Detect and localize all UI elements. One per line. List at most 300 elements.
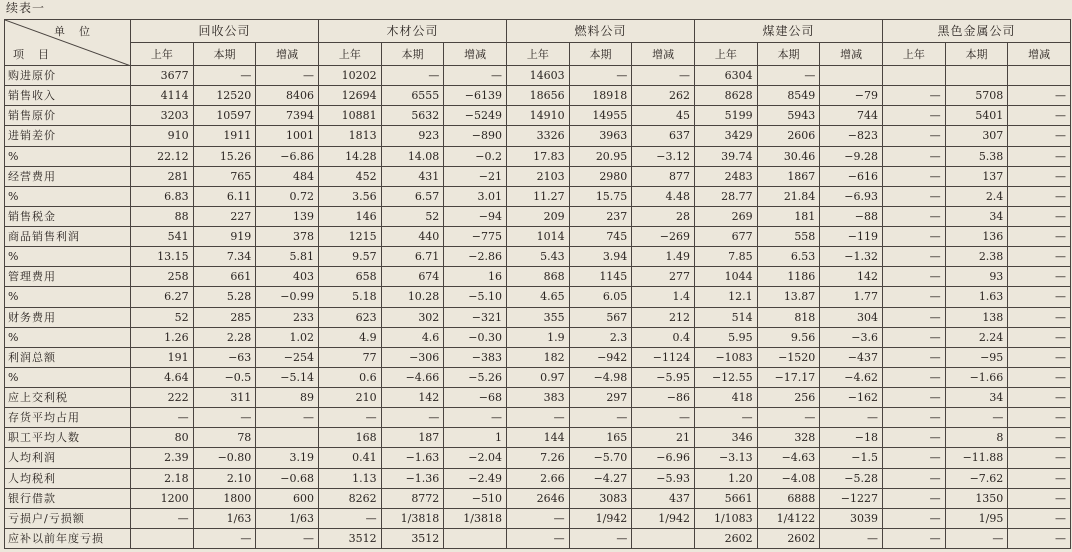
table-cell: −18 (820, 428, 883, 448)
table-cell: 1/942 (569, 508, 632, 528)
table-cell: 2602 (695, 528, 758, 548)
table-cell: — (193, 408, 256, 428)
table-cell: — (131, 508, 194, 528)
table-cell: 2483 (695, 166, 758, 186)
table-cell: 168 (319, 428, 382, 448)
table-row (5, 186, 1071, 206)
table-cell: 677 (695, 227, 758, 247)
table-cell: 1.77 (820, 287, 883, 307)
table-cell: 12.1 (695, 287, 758, 307)
table-cell: — (883, 468, 946, 488)
table-cell: — (507, 408, 570, 428)
period-header: 本期 (569, 43, 632, 66)
table-cell: 212 (632, 307, 695, 327)
table-cell: 3.56 (319, 186, 382, 206)
table-cell: 3512 (381, 528, 444, 548)
table-cell: — (883, 126, 946, 146)
table-cell: −5249 (444, 106, 507, 126)
table-cell: — (883, 408, 946, 428)
row-label: 亏损户/亏损额 (5, 508, 131, 528)
table-cell: −0.68 (256, 468, 319, 488)
table-cell: 0.97 (507, 367, 570, 387)
table-cell: — (319, 508, 382, 528)
table-cell: — (1008, 247, 1071, 267)
table-cell: 22.12 (131, 146, 194, 166)
table-cell: −2.49 (444, 468, 507, 488)
table-cell: −95 (945, 347, 1008, 367)
table-cell: 8262 (319, 488, 382, 508)
table-cell: 3963 (569, 126, 632, 146)
table-cell: −9.28 (820, 146, 883, 166)
table-cell: −0.30 (444, 327, 507, 347)
table-cell: 2606 (757, 126, 820, 146)
table-cell: — (757, 66, 820, 86)
table-cell: −6.86 (256, 146, 319, 166)
period-header: 增减 (256, 43, 319, 66)
row-label: 管理费用 (5, 267, 131, 287)
table-cell: 346 (695, 428, 758, 448)
table-cell: 227 (193, 206, 256, 226)
table-cell: — (381, 66, 444, 86)
table-cell: 1867 (757, 166, 820, 186)
row-label: 购进原价 (5, 66, 131, 86)
table-cell: — (1008, 347, 1071, 367)
table-cell: 258 (131, 267, 194, 287)
table-cell: −510 (444, 488, 507, 508)
table-cell: 1014 (507, 227, 570, 247)
table-cell: 6888 (757, 488, 820, 508)
table-cell: 1/63 (256, 508, 319, 528)
table-row (5, 367, 1071, 387)
row-label: 销售税金 (5, 206, 131, 226)
period-header: 本期 (193, 43, 256, 66)
table-cell: 514 (695, 307, 758, 327)
table-cell: 1/95 (945, 508, 1008, 528)
table-row (5, 428, 1071, 448)
table-cell: −4.63 (757, 448, 820, 468)
table-cell: −4.66 (381, 367, 444, 387)
table-cell: 10202 (319, 66, 382, 86)
table-row (5, 166, 1071, 186)
table-cell: — (444, 66, 507, 86)
table-cell: 142 (820, 267, 883, 287)
company-header: 木材公司 (319, 20, 507, 43)
table-cell: 5661 (695, 488, 758, 508)
table-cell: 4.64 (131, 367, 194, 387)
table-cell: 12520 (193, 86, 256, 106)
table-cell: 139 (256, 206, 319, 226)
table-cell: −5.70 (569, 448, 632, 468)
table-cell: — (820, 528, 883, 548)
table-cell: — (883, 106, 946, 126)
table-cell: −1.36 (381, 468, 444, 488)
table-cell (945, 66, 1008, 86)
table-cell: 3.94 (569, 247, 632, 267)
table-cell: 6.53 (757, 247, 820, 267)
row-label: 经营费用 (5, 166, 131, 186)
table-cell: −4.62 (820, 367, 883, 387)
table-cell: 21 (632, 428, 695, 448)
table-cell: 3.19 (256, 448, 319, 468)
table-cell: −79 (820, 86, 883, 106)
table-row (5, 408, 1071, 428)
table-cell: 1215 (319, 227, 382, 247)
table-cell: — (883, 528, 946, 548)
company-header: 回收公司 (131, 20, 319, 43)
table-cell: — (945, 528, 1008, 548)
table-cell: −1083 (695, 347, 758, 367)
table-cell: 3.01 (444, 186, 507, 206)
table-cell: 269 (695, 206, 758, 226)
period-header: 增减 (632, 43, 695, 66)
row-label: 应补以前年度亏损 (5, 528, 131, 548)
table-cell: 277 (632, 267, 695, 287)
row-label: 应上交利税 (5, 388, 131, 408)
table-cell: 2.4 (945, 186, 1008, 206)
table-cell: 78 (193, 428, 256, 448)
table-cell: 910 (131, 126, 194, 146)
table-cell: 5708 (945, 86, 1008, 106)
table-cell: −0.2 (444, 146, 507, 166)
table-cell: 10.28 (381, 287, 444, 307)
table-cell: — (256, 408, 319, 428)
table-cell: 165 (569, 428, 632, 448)
table-cell: 146 (319, 206, 382, 226)
table-cell: −5.26 (444, 367, 507, 387)
row-label: 人均利润 (5, 448, 131, 468)
table-cell: 1200 (131, 488, 194, 508)
table-cell: 4114 (131, 86, 194, 106)
table-cell: 9.56 (757, 327, 820, 347)
table-cell: — (883, 86, 946, 106)
table-cell: 1.4 (632, 287, 695, 307)
table-cell: — (883, 206, 946, 226)
table-cell: 191 (131, 347, 194, 367)
table-cell: 5.28 (193, 287, 256, 307)
table-cell: 1.13 (319, 468, 382, 488)
table-cell: 138 (945, 307, 1008, 327)
table-cell: — (131, 408, 194, 428)
table-cell: −1.5 (820, 448, 883, 468)
table-cell: −383 (444, 347, 507, 367)
period-header: 增减 (820, 43, 883, 66)
table-cell: — (883, 186, 946, 206)
table-cell: 14955 (569, 106, 632, 126)
table-cell: 1/942 (632, 508, 695, 528)
table-row (5, 388, 1071, 408)
table-cell: — (569, 66, 632, 86)
table-cell: 0.6 (319, 367, 382, 387)
table-row (5, 448, 1071, 468)
table-row (5, 468, 1071, 488)
table-cell: −3.12 (632, 146, 695, 166)
table-row (5, 126, 1071, 146)
table-cell: 14.08 (381, 146, 444, 166)
table-cell: 923 (381, 126, 444, 146)
table-cell: 10597 (193, 106, 256, 126)
table-cell: −94 (444, 206, 507, 226)
table-cell: 1 (444, 428, 507, 448)
table-cell: 1.20 (695, 468, 758, 488)
table-cell: 2103 (507, 166, 570, 186)
table-cell: — (883, 508, 946, 528)
table-cell: 5.18 (319, 287, 382, 307)
row-label: 销售原价 (5, 106, 131, 126)
table-cell: — (883, 428, 946, 448)
table-cell: 89 (256, 388, 319, 408)
row-label: % (5, 287, 131, 307)
table-row (5, 528, 1071, 548)
table-cell: — (569, 528, 632, 548)
table-cell: 302 (381, 307, 444, 327)
table-cell: — (1008, 488, 1071, 508)
table-cell: −0.5 (193, 367, 256, 387)
row-label: % (5, 146, 131, 166)
table-cell: 18656 (507, 86, 570, 106)
table-row (5, 66, 1071, 86)
table-cell: 1911 (193, 126, 256, 146)
period-header: 增减 (444, 43, 507, 66)
table-cell: 6.71 (381, 247, 444, 267)
row-label: 销售收入 (5, 86, 131, 106)
table-cell: — (632, 66, 695, 86)
table-cell: — (1008, 126, 1071, 146)
period-header: 上年 (319, 43, 382, 66)
table-cell: — (883, 227, 946, 247)
table-cell: 28 (632, 206, 695, 226)
table-cell: −6139 (444, 86, 507, 106)
table-cell (1008, 66, 1071, 86)
table-cell: −437 (820, 347, 883, 367)
table-cell: −1.32 (820, 247, 883, 267)
table-cell: 52 (131, 307, 194, 327)
table-cell: 1/4122 (757, 508, 820, 528)
table-cell: 142 (381, 388, 444, 408)
table-cell: 2.38 (945, 247, 1008, 267)
table-cell: 484 (256, 166, 319, 186)
table-cell: — (381, 408, 444, 428)
table-cell: 3512 (319, 528, 382, 548)
table-cell: — (1008, 267, 1071, 287)
table-cell: 144 (507, 428, 570, 448)
table-cell: −2.86 (444, 247, 507, 267)
table-cell: 2.24 (945, 327, 1008, 347)
table-cell: −254 (256, 347, 319, 367)
table-cell: 1.49 (632, 247, 695, 267)
table-cell: −119 (820, 227, 883, 247)
table-cell: 77 (319, 347, 382, 367)
table-cell: — (1008, 408, 1071, 428)
table-cell: 21.84 (757, 186, 820, 206)
table-cell: — (945, 408, 1008, 428)
table-cell: 418 (695, 388, 758, 408)
table-cell: −0.99 (256, 287, 319, 307)
table-cell: 3203 (131, 106, 194, 126)
table-cell: 1.9 (507, 327, 570, 347)
table-cell: 237 (569, 206, 632, 226)
table-cell: −63 (193, 347, 256, 367)
table-cell: 6.57 (381, 186, 444, 206)
table-cell: 383 (507, 388, 570, 408)
table-cell: — (1008, 86, 1071, 106)
table-cell: — (1008, 166, 1071, 186)
table-cell: 14.28 (319, 146, 382, 166)
table-cell: 262 (632, 86, 695, 106)
table-cell: 11.27 (507, 186, 570, 206)
period-header: 上年 (131, 43, 194, 66)
table-cell: 661 (193, 267, 256, 287)
table-cell: — (319, 408, 382, 428)
table-cell: 2.18 (131, 468, 194, 488)
table-cell: −3.6 (820, 327, 883, 347)
table-cell: −4.98 (569, 367, 632, 387)
table-row (5, 146, 1071, 166)
row-label: 利润总额 (5, 347, 131, 367)
table-cell: 1813 (319, 126, 382, 146)
table-row (5, 206, 1071, 226)
table-row (5, 106, 1071, 126)
table-cell: 2.3 (569, 327, 632, 347)
table-cell: −775 (444, 227, 507, 247)
table-cell: −4.08 (757, 468, 820, 488)
table-cell: 437 (632, 488, 695, 508)
company-header: 黑色金属公司 (883, 20, 1071, 43)
table-cell: 3039 (820, 508, 883, 528)
table-cell: 328 (757, 428, 820, 448)
table-row (5, 488, 1071, 508)
company-header: 燃料公司 (507, 20, 695, 43)
table-cell: 307 (945, 126, 1008, 146)
table-cell: −12.55 (695, 367, 758, 387)
table-cell: 745 (569, 227, 632, 247)
table-cell: −5.28 (820, 468, 883, 488)
row-label: 进销差价 (5, 126, 131, 146)
table-cell: 10881 (319, 106, 382, 126)
table-cell: 1186 (757, 267, 820, 287)
table-cell: — (193, 528, 256, 548)
table-cell: −0.80 (193, 448, 256, 468)
table-cell: — (883, 146, 946, 166)
table-cell: 868 (507, 267, 570, 287)
period-header: 上年 (883, 43, 946, 66)
table-cell: — (1008, 106, 1071, 126)
table-cell: — (1008, 186, 1071, 206)
table-cell: 6.27 (131, 287, 194, 307)
table-cell (444, 528, 507, 548)
table-cell: 567 (569, 307, 632, 327)
table-cell: — (883, 267, 946, 287)
table-cell (883, 66, 946, 86)
table-cell: 1001 (256, 126, 319, 146)
table-cell: −616 (820, 166, 883, 186)
table-cell: — (1008, 146, 1071, 166)
table-cell: 311 (193, 388, 256, 408)
table-cell: 45 (632, 106, 695, 126)
table-cell: 6.83 (131, 186, 194, 206)
table-cell: — (757, 408, 820, 428)
table-cell: 558 (757, 227, 820, 247)
table-cell: 6304 (695, 66, 758, 86)
table-cell: −4.27 (569, 468, 632, 488)
table-cell: — (883, 327, 946, 347)
table-cell: 818 (757, 307, 820, 327)
table-cell: 355 (507, 307, 570, 327)
table-cell: — (1008, 206, 1071, 226)
row-label: % (5, 367, 131, 387)
table-cell: 14603 (507, 66, 570, 86)
table-cell: — (507, 528, 570, 548)
table-cell: 16 (444, 267, 507, 287)
table-cell: — (1008, 528, 1071, 548)
table-cell: 378 (256, 227, 319, 247)
table-cell: 30.46 (757, 146, 820, 166)
table-cell: — (883, 287, 946, 307)
row-label: % (5, 327, 131, 347)
table-cell: 0.41 (319, 448, 382, 468)
table-cell: 744 (820, 106, 883, 126)
table-cell: 281 (131, 166, 194, 186)
table-cell: 6.05 (569, 287, 632, 307)
table-cell: 12694 (319, 86, 382, 106)
table-cell: 1145 (569, 267, 632, 287)
table-cell: 18918 (569, 86, 632, 106)
table-cell: 6555 (381, 86, 444, 106)
table-cell: — (695, 408, 758, 428)
table-cell: 2.39 (131, 448, 194, 468)
table-cell: 233 (256, 307, 319, 327)
table-cell: −5.10 (444, 287, 507, 307)
table-cell: 2.10 (193, 468, 256, 488)
table-cell: 7.26 (507, 448, 570, 468)
table-cell (256, 428, 319, 448)
table-cell: 2646 (507, 488, 570, 508)
table-cell: 8 (945, 428, 1008, 448)
table-cell (820, 66, 883, 86)
table-cell: 2.66 (507, 468, 570, 488)
table-cell: 17.83 (507, 146, 570, 166)
table-cell: — (1008, 327, 1071, 347)
table-cell: 181 (757, 206, 820, 226)
table-cell: 600 (256, 488, 319, 508)
table-cell (632, 528, 695, 548)
table-row (5, 267, 1071, 287)
table-cell: 285 (193, 307, 256, 327)
table-cell: 1/1083 (695, 508, 758, 528)
period-header: 上年 (507, 43, 570, 66)
table-cell: 20.95 (569, 146, 632, 166)
table-cell: −1.63 (381, 448, 444, 468)
table-cell: — (1008, 388, 1071, 408)
table-cell: — (256, 66, 319, 86)
table-cell: 304 (820, 307, 883, 327)
table-cell: — (1008, 227, 1071, 247)
table-cell: 8772 (381, 488, 444, 508)
period-header: 本期 (381, 43, 444, 66)
table-cell: 34 (945, 206, 1008, 226)
table-cell: 5.38 (945, 146, 1008, 166)
table-cell: −306 (381, 347, 444, 367)
table-cell: — (444, 408, 507, 428)
table-cell: 452 (319, 166, 382, 186)
table-cell: −68 (444, 388, 507, 408)
table-cell: −17.17 (757, 367, 820, 387)
table-cell: −162 (820, 388, 883, 408)
row-label: 职工平均人数 (5, 428, 131, 448)
table-cell: 5632 (381, 106, 444, 126)
table-cell: 297 (569, 388, 632, 408)
table-cell: — (883, 448, 946, 468)
company-header-row (5, 20, 1071, 43)
